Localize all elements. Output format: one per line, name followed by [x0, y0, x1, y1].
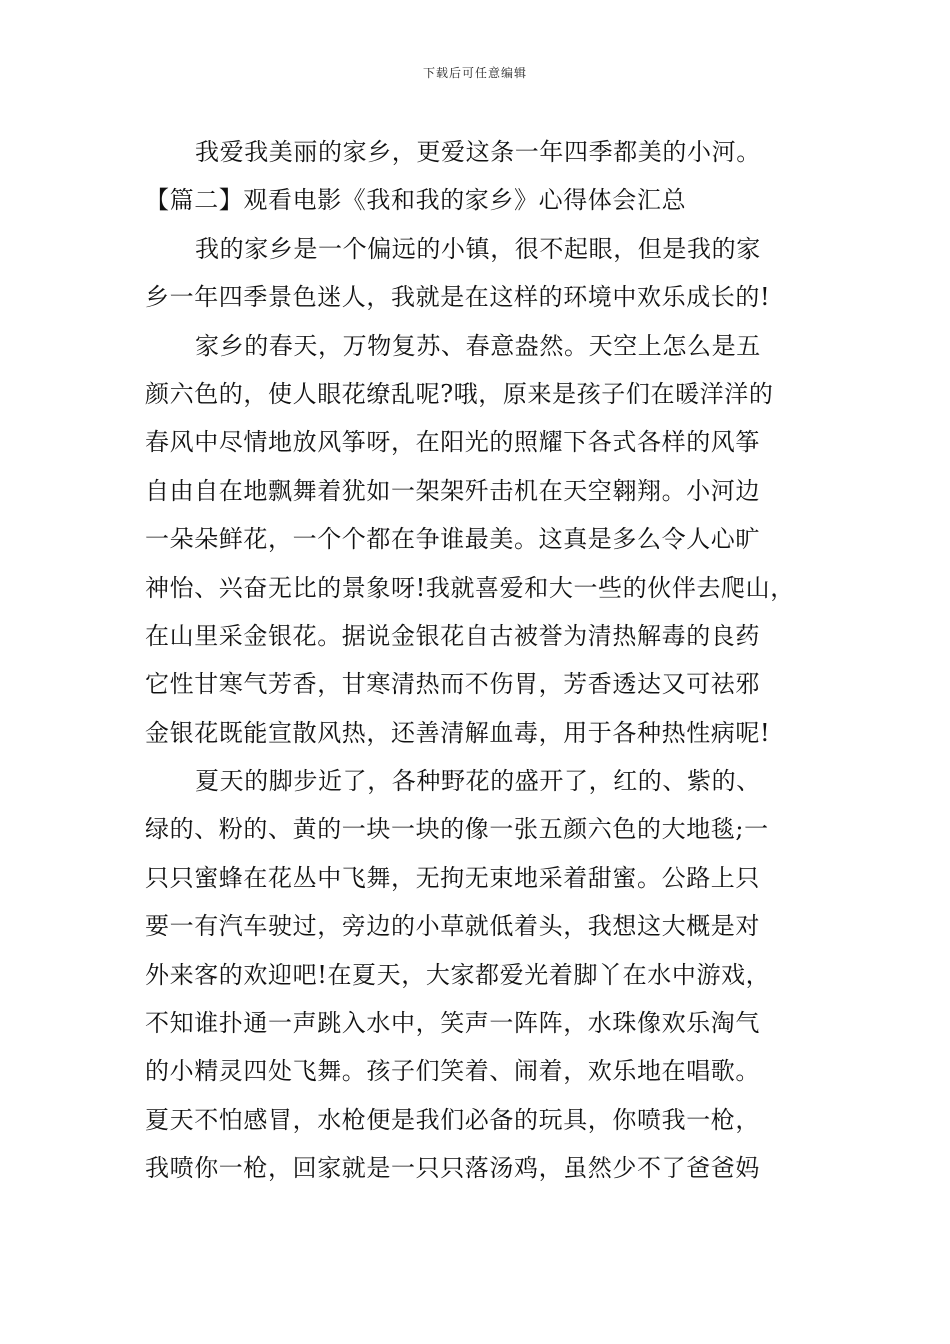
- document-body: [145, 128, 825, 1193]
- paragraph-line: 金银花既能宣散风热，还善清解血毒，用于各种热性病呢!: [145, 718, 771, 747]
- paragraph-line: 绿的、粉的、黄的一块一块的像一张五颜六色的大地毯;一: [145, 815, 769, 844]
- paragraph-line: 夏天不怕感冒，水枪便是我们必备的玩具，你喷我一枪，: [145, 1105, 760, 1134]
- paragraph-line: 家乡的春天，万物复苏、春意盎然。天空上怎么是五: [195, 331, 761, 360]
- paragraph-line: 神怡、兴奋无比的景象呀!我就喜爱和大一些的伙伴去爬山，: [145, 573, 795, 602]
- paragraph-line: 我的家乡是一个偏远的小镇，很不起眼，但是我的家: [195, 234, 761, 263]
- paragraph-line: 颜六色的，使人眼花缭乱呢?哦，原来是孩子们在暖洋洋的: [145, 379, 774, 408]
- paragraph-line: 自由自在地飘舞着犹如一架架歼击机在天空翱翔。小河边: [145, 476, 760, 505]
- paragraph-line: 一朵朵鲜花，一个个都在争谁最美。这真是多么令人心旷: [145, 525, 760, 554]
- paragraph-line: 春风中尽情地放风筝呀，在阳光的照耀下各式各样的风筝: [145, 428, 760, 457]
- paragraph-line: 外来客的欢迎吧!在夏天，大家都爱光着脚丫在水中游戏，: [145, 960, 771, 989]
- paragraph-line: 只只蜜蜂在花丛中飞舞，无拘无束地采着甜蜜。公路上只: [145, 863, 760, 892]
- paragraph-line: 在山里采金银花。据说金银花自古被誉为清热解毒的良药: [145, 621, 760, 650]
- paragraph-line: 的小精灵四处飞舞。孩子们笑着、闹着，欢乐地在唱歌。: [145, 1057, 760, 1086]
- paragraph-line: 不知谁扑通一声跳入水中，笑声一阵阵，水珠像欢乐淘气: [145, 1009, 760, 1038]
- section-heading: 【篇二】观看电影《我和我的家乡》心得体会汇总: [145, 186, 687, 215]
- paragraph-line: 我喷你一枪，回家就是一只只落汤鸡，虽然少不了爸爸妈: [145, 1154, 760, 1183]
- paragraph-line: 我爱我美丽的家乡，更爱这条一年四季都美的小河。: [195, 138, 761, 166]
- header-note: 下载后可任意编辑: [422, 66, 527, 80]
- paragraph-line: 它性甘寒气芳香，甘寒清热而不伤胃，芳香透达又可祛邪: [145, 670, 760, 699]
- paragraph-line: 夏天的脚步近了，各种野花的盛开了，红的、紫的、: [195, 767, 761, 796]
- paragraph-line: 要一有汽车驶过，旁边的小草就低着头，我想这大概是对: [145, 912, 760, 941]
- paragraph-line: 乡一年四季景色迷人，我就是在这样的环境中欢乐成长的!: [145, 283, 771, 312]
